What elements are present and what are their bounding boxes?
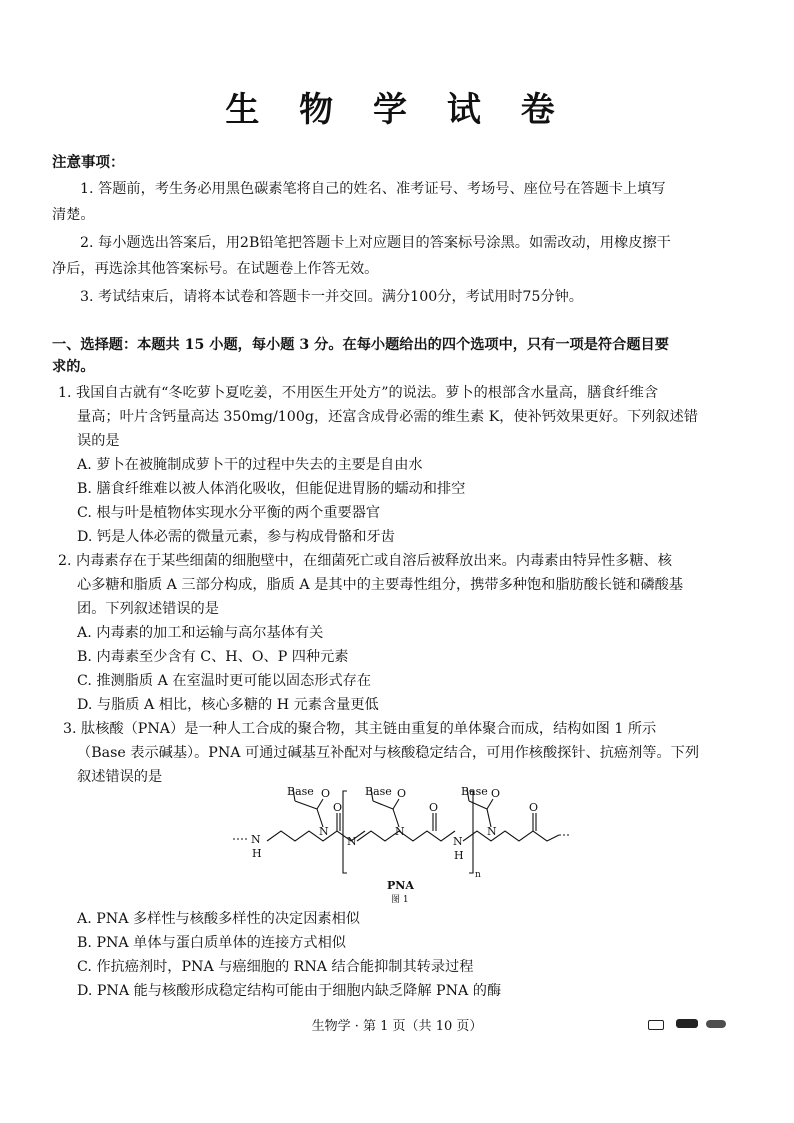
q3-stem: 3. 肽核酸（PNA）是一种人工合成的聚合物，其主链由重复的单体聚合而成，结构如图 1 所示 xyxy=(63,721,657,737)
q1-option-b: B. 膳食纤维难以被人体消化吸收，但能促进胃肠的蠕动和排空 xyxy=(77,481,466,497)
page-footer: 生物学 · 第 1 页（共 10 页） xyxy=(311,1019,483,1034)
q2-stem: 2. 内毒素存在于某些细菌的细胞壁中，在细菌死亡或自溶后被释放出来。内毒素由特异性多糖、核 xyxy=(58,553,672,569)
base-label-2: Base xyxy=(365,785,392,798)
q2-stem: 心多糖和脂质 A 三部分构成，脂质 A 是其中的主要毒性组分，携带多种饱和脂肪酸长链和磷酸基 xyxy=(77,577,684,593)
oxygen-label: O xyxy=(491,787,501,800)
nitrogen-label: N xyxy=(453,835,463,848)
q2-option-c: C. 推测脂质 A 在室温时更可能以固态形式存在 xyxy=(77,673,372,689)
sidechain-bond-2 xyxy=(373,801,393,809)
figure-caption: 图 1 xyxy=(391,895,409,905)
q2-option-a: A. 内毒素的加工和运输与高尔基体有关 xyxy=(77,625,324,641)
notice-heading: 注意事项： xyxy=(52,154,125,171)
scan-mark xyxy=(676,1019,698,1028)
q2-option-d: D. 与脂质 A 相比，核心多糖的 H 元素含量更低 xyxy=(77,697,379,713)
sidechain-bond-3 xyxy=(469,801,487,809)
q2-stem: 团。下列叙述错误的是 xyxy=(77,601,219,617)
notice-item: 1. 答题前，考生务必用黑色碳素笔将自己的姓名、准考证号、考场号、座位号在答题卡上填写 xyxy=(80,181,666,197)
carbonyl-3 xyxy=(487,799,493,809)
notice-item: 2. 每小题选出答案后，用2B铅笔把答题卡上对应题目的答案标号涂黑。如需改动，用橡皮擦干 xyxy=(80,235,671,251)
figure-caption-name: PNA xyxy=(387,879,414,892)
hydrogen-label: H xyxy=(252,847,262,860)
oxygen-label: O xyxy=(333,801,343,814)
nitrogen-label: N xyxy=(347,835,357,848)
q3-stem: （Base 表示碱基）。PNA 可通过碱基互补配对与核酸稳定结合，可用作核酸探针、抗癌剂等。下列 xyxy=(77,745,700,761)
section-heading: 一、选择题：本题共 15 小题，每小题 3 分。在每小题给出的四个选项中，只有一项是符合题目要 xyxy=(52,337,669,353)
oxygen-label: O xyxy=(529,801,539,814)
scan-mark xyxy=(648,1020,664,1030)
section-heading-cont: 求的。 xyxy=(52,359,95,375)
q1-stem: 1. 我国自古就有“冬吃萝卜夏吃姜，不用医生开处方”的说法。萝卜的根部含水量高，膳食纤维含 xyxy=(58,385,659,401)
page-title: 生 物 学 试 卷 xyxy=(225,90,569,130)
q3-option-c: C. 作抗癌剂时，PNA 与癌细胞的 RNA 结合能抑制其转录过程 xyxy=(77,959,474,975)
oxygen-label: O xyxy=(321,787,331,800)
carbonyl-2 xyxy=(393,799,399,809)
pna-structure-figure xyxy=(225,785,575,905)
notice-item: 清楚。 xyxy=(52,207,95,223)
notice-item: 净后，再选涂其他答案标号。在试题卷上作答无效。 xyxy=(52,261,379,277)
base-label-1: Base xyxy=(287,785,314,798)
nitrogen-label: N xyxy=(319,825,329,838)
q3-option-a: A. PNA 多样性与核酸多样性的决定因素相似 xyxy=(77,911,360,927)
oxygen-label: O xyxy=(429,801,439,814)
q1-option-d: D. 钙是人体必需的微量元素，参与构成骨骼和牙齿 xyxy=(77,529,395,545)
notice-item: 3. 考试结束后，请将本试卷和答题卡一并交回。满分100分，考试用时75分钟。 xyxy=(80,289,583,305)
q3-option-b: B. PNA 单体与蛋白质单体的连接方式相似 xyxy=(77,935,346,951)
oxygen-label: O xyxy=(397,787,407,800)
base-label-3: Base xyxy=(461,785,488,798)
q1-option-c: C. 根与叶是植物体实现水分平衡的两个重要器官 xyxy=(77,505,381,521)
q1-stem: 误的是 xyxy=(77,433,120,449)
q1-option-a: A. 萝卜在被腌制成萝卜干的过程中失去的主要是自由水 xyxy=(77,457,423,473)
nitrogen-label: N xyxy=(487,825,497,838)
carbonyl-1 xyxy=(317,799,323,809)
bracket-left xyxy=(343,791,347,873)
sidechain-bond-1 xyxy=(295,801,317,809)
backbone-2 xyxy=(357,831,455,841)
q1-stem: 量高；叶片含钙量高达 350mg/100g，还富含成骨必需的维生素 K，使补钙效果更好。下列叙述错 xyxy=(77,409,698,425)
nitrogen-label: N xyxy=(251,833,261,846)
q3-option-d: D. PNA 能与核酸形成稳定结构可能由于细胞内缺乏降解 PNA 的酶 xyxy=(77,983,502,999)
scan-mark xyxy=(706,1020,726,1028)
nitrogen-label: N xyxy=(395,825,405,838)
backbone-3 xyxy=(463,831,559,841)
q2-option-b: B. 内毒素至少含有 C、H、O、P 四种元素 xyxy=(77,649,349,665)
bracket-right xyxy=(469,791,473,873)
hydrogen-label: H xyxy=(454,849,464,862)
repeat-subscript: n xyxy=(475,870,481,880)
q3-stem: 叙述错误的是 xyxy=(77,769,163,785)
